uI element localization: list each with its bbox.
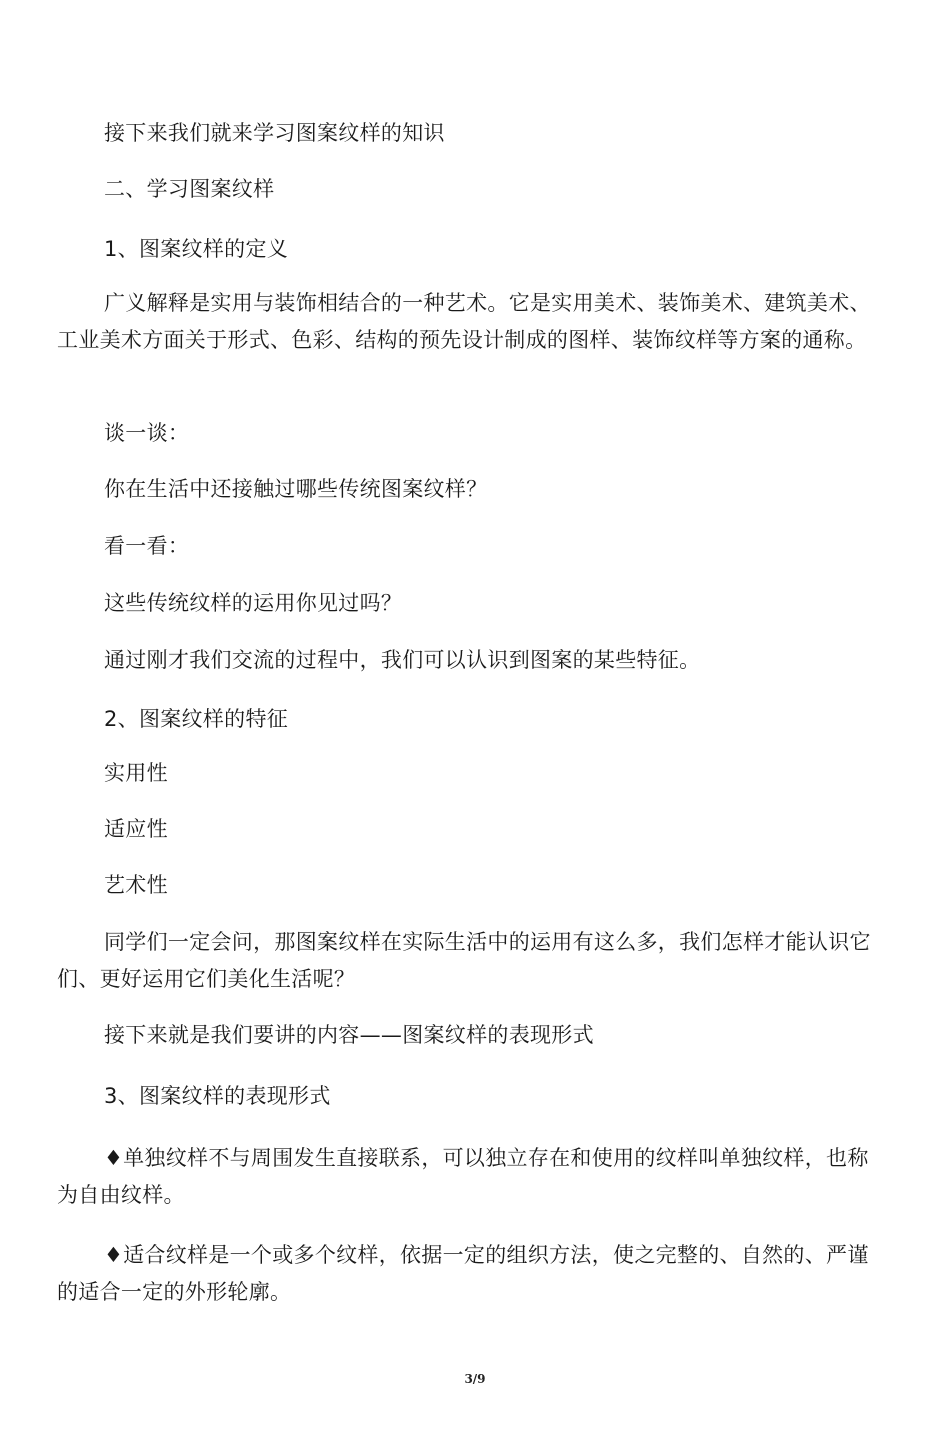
subheading-definition: 1、图案纹样的定义 xyxy=(104,237,289,261)
paragraph-talk: 谈一谈： xyxy=(104,421,190,445)
page-number: 3/9 xyxy=(464,1372,486,1386)
paragraph-fit-pattern: ♦适合纹样是一个或多个纹样，依据一定的组织方法，使之完整的、自然的、严谨的适合一定的外形轮廓。 xyxy=(57,1243,869,1304)
paragraph-next-content: 接下来就是我们要讲的内容——图案纹样的表现形式 xyxy=(104,1023,594,1047)
feature-adaptability: 适应性 xyxy=(104,817,168,841)
paragraph-question-2: 这些传统纹样的运用你见过吗？ xyxy=(104,591,403,615)
paragraph-question-3: 同学们一定会问，那图案纹样在实际生活中的运用有这么多，我们怎样才能认识它们、更好运用它们美化生活呢？ xyxy=(57,930,871,991)
subheading-features: 2、图案纹样的特征 xyxy=(104,707,289,731)
feature-artistry: 艺术性 xyxy=(104,873,168,897)
paragraph-question-1: 你在生活中还接触过哪些传统图案纹样？ xyxy=(104,477,488,501)
subheading-forms: 3、图案纹样的表现形式 xyxy=(104,1084,331,1108)
paragraph-intro: 接下来我们就来学习图案纹样的知识 xyxy=(104,121,445,145)
paragraph-look: 看一看： xyxy=(104,534,190,558)
paragraph-single-pattern: ♦单独纹样不与周围发生直接联系，可以独立存在和使用的纹样叫单独纹样，也称为自由纹样。 xyxy=(57,1146,869,1207)
section-heading-2: 二、学习图案纹样 xyxy=(104,177,275,201)
paragraph-features-intro: 通过刚才我们交流的过程中，我们可以认识到图案的某些特征。 xyxy=(104,648,701,672)
paragraph-definition: 广义解释是实用与装饰相结合的一种艺术。它是实用美术、装饰美术、建筑美术、工业美术方面关于形式、色彩、结构的预先设计制成的图样、装饰纹样等方案的通称。 xyxy=(57,291,871,352)
feature-practicality: 实用性 xyxy=(104,761,168,785)
